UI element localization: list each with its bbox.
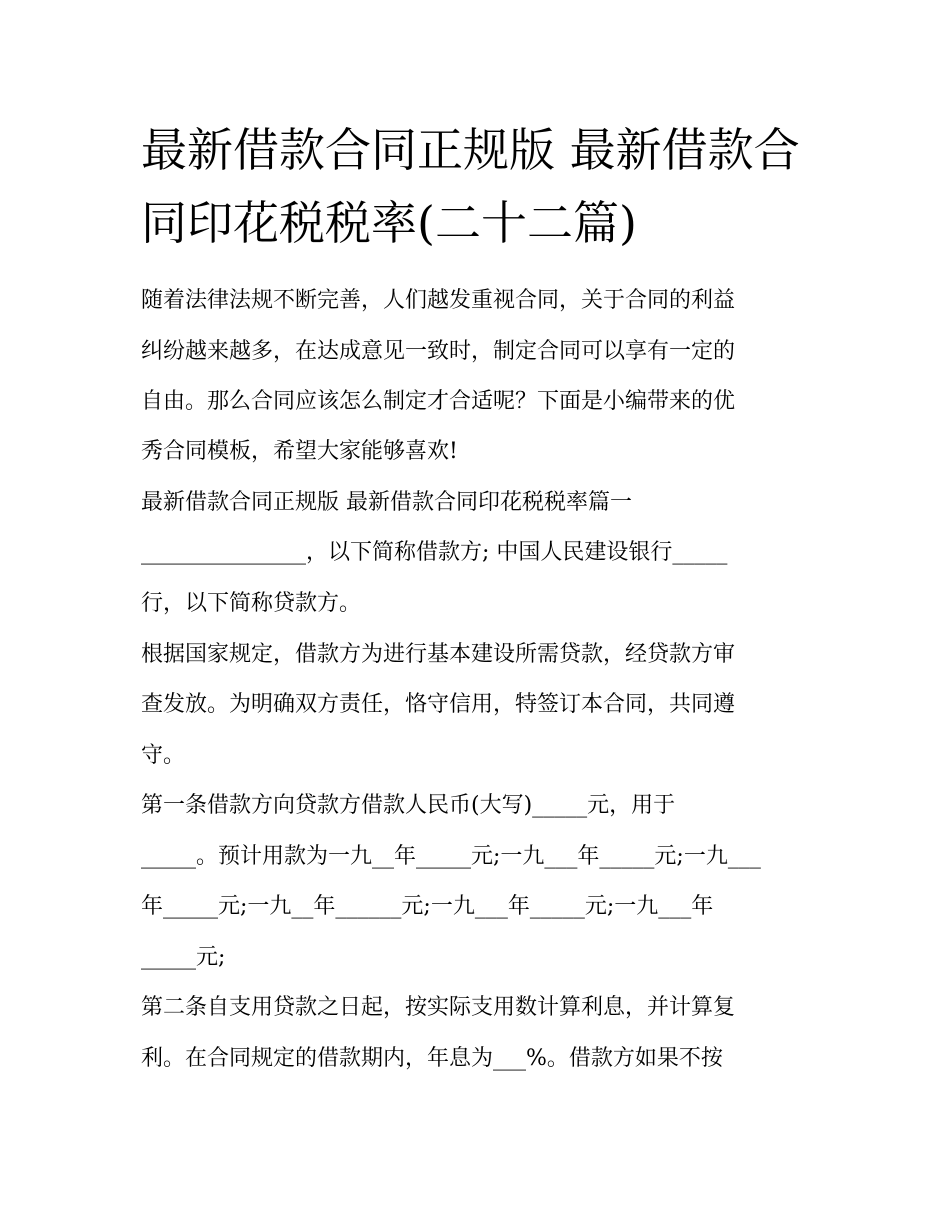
text-line: 第一条借款方向贷款方借款人民币(大写)_____元，用于 bbox=[141, 793, 676, 818]
text-line: 行，以下简称贷款方。 bbox=[141, 591, 362, 616]
text-line: 随着法律法规不断完善，人们越发重视合同，关于合同的利益 bbox=[141, 288, 736, 313]
text-line: 第二条自支用贷款之日起，按实际支用数计算利息，并计算复 bbox=[141, 995, 736, 1020]
text-line: 自由。那么合同应该怎么制定才合适呢？下面是小编带来的优 bbox=[141, 389, 736, 414]
text-line: 守。 bbox=[141, 743, 186, 768]
text-line: 利。在合同规定的借款期内，年息为___%。借款方如果不按 bbox=[141, 1046, 723, 1071]
text-line: _____元; bbox=[141, 945, 226, 970]
document-title: 最新借款合同正规版 最新借款合同印花税税率(二十二篇) bbox=[141, 123, 800, 250]
text-line: _______________，以下简称借款方; 中国人民建设银行_____ bbox=[141, 540, 728, 565]
section-heading: 最新借款合同正规版 最新借款合同印花税税率篇一 bbox=[141, 490, 632, 515]
text-line: 查发放。为明确双方责任，恪守信用，特签订本合同，共同遵 bbox=[141, 692, 736, 717]
text-line: _____。预计用款为一九__年_____元;一九___年_____元;一九___ bbox=[141, 844, 761, 869]
text-line: 根据国家规定，借款方为进行基本建设所需贷款，经贷款方审 bbox=[141, 642, 736, 667]
text-line: 纠纷越来越多，在达成意见一致时，制定合同可以享有一定的 bbox=[141, 339, 736, 364]
text-line: 年_____元;一九__年______元;一九___年_____元;一九___年 bbox=[141, 894, 714, 919]
text-line: 秀合同模板，希望大家能够喜欢! bbox=[141, 439, 458, 464]
